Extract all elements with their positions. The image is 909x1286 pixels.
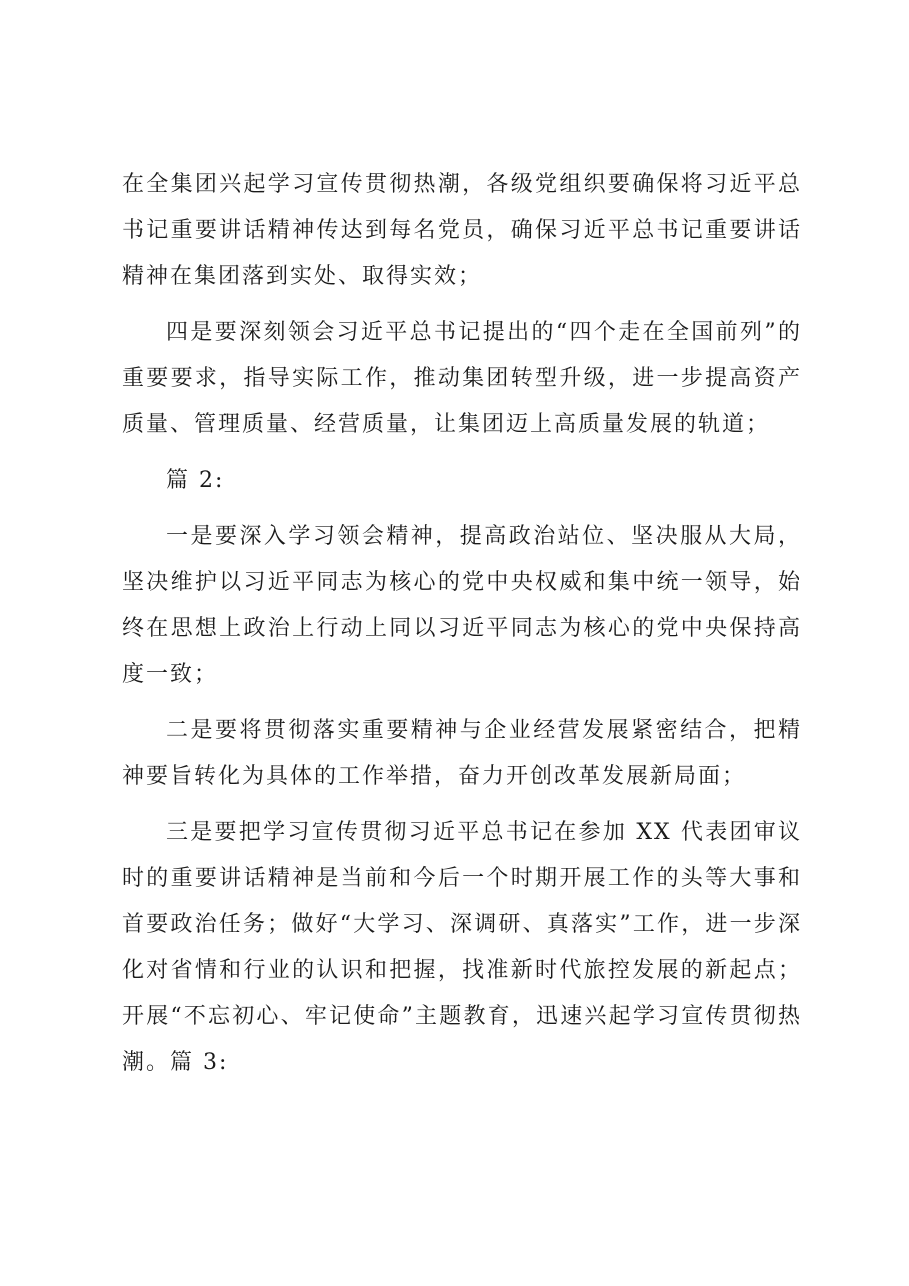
section-heading-part-2: 篇 2: xyxy=(166,468,225,493)
paragraph-point-four: 四是要深刻领会习近平总书记提出的“四个走在全国前列”的重要要求，指导实际工作，推动集团转型升级，进一步提高资产质量、管理质量、经营质量，让集团迈上高质量发展的轨道； xyxy=(122,320,802,437)
document-body xyxy=(122,162,802,1096)
paragraph-point-three: 三是要把学习宣传贯彻习近平总书记在参加 XX 代表团审议时的重要讲话精神是当前和今后一个时期开展工作的头等大事和首要政治任务；做好“大学习、深调研、真落实”工作，进一步深化对省情和行业的认识和把握，找准新时代旅控发展的新起点；开展“不忘初心、牢记使命”主题教育，迅速兴起学习宣传贯彻热潮。篇 3: xyxy=(122,820,802,1075)
paragraph-continuation: 在全集团兴起学习宣传贯彻热潮，各级党组织要确保将习近平总书记重要讲话精神传达到每名党员，确保习近平总书记重要讲话精神在集团落到实处、取得实效； xyxy=(122,172,802,289)
paragraph-point-one: 一是要深入学习领会精神，提高政治站位、坚决服从大局，坚决维护以习近平同志为核心的党中央权威和集中统一领导，始终在思想上政治上行动上同以习近平同志为核心的党中央保持高度一致； xyxy=(122,524,802,687)
paragraph-point-two: 二是要将贯彻落实重要精神与企业经营发展紧密结合，把精神要旨转化为具体的工作举措，奋力开创改革发展新局面； xyxy=(122,718,802,789)
